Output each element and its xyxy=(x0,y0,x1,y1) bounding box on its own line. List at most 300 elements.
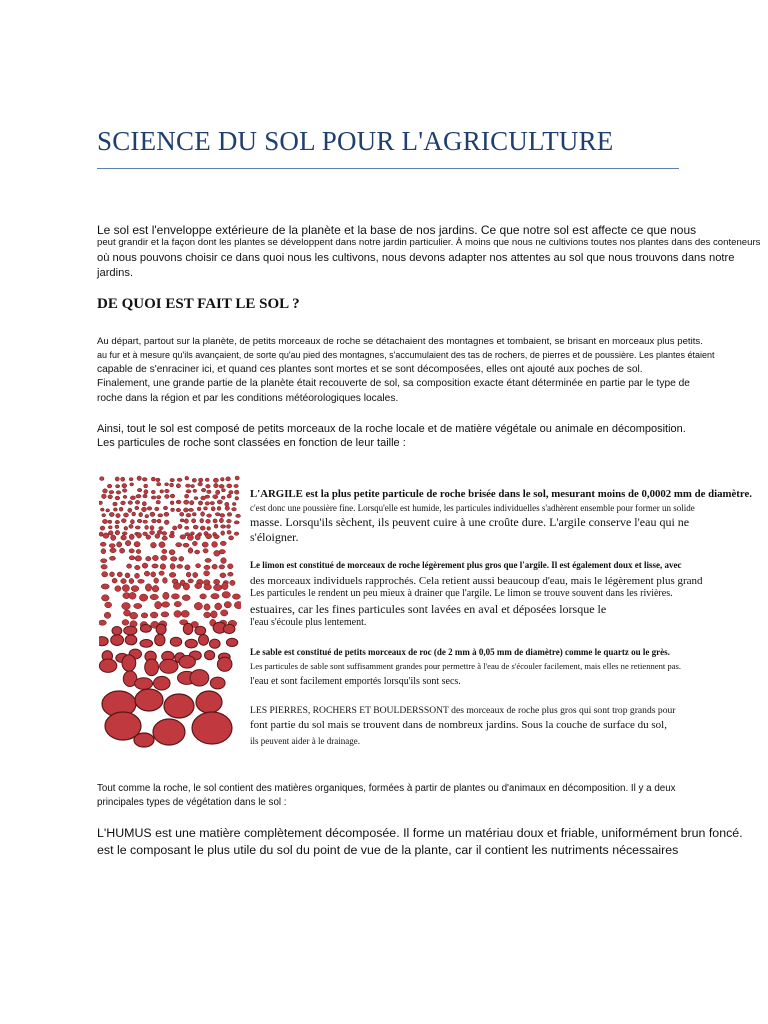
soil-particle xyxy=(115,586,121,592)
soil-particle xyxy=(165,483,169,486)
soil-particle xyxy=(109,556,115,560)
soil-particle xyxy=(125,635,137,645)
soil-particle xyxy=(196,564,201,568)
soil-particle xyxy=(144,571,149,576)
soil-particle xyxy=(195,583,202,589)
soil-particle xyxy=(113,502,117,506)
paragraph-line: L'HUMUS est une matière complètement décomposée. Il forme un matériau doux et friable, uniformément brun foncé. xyxy=(97,826,743,840)
soil-particle xyxy=(112,578,117,583)
paragraph-line: capable de s'enraciner ici, et quand ces plantes sont mortes et se sont décomposées, elles ont ajouté aux poches de sol. xyxy=(97,364,643,375)
clay-line: masse. Lorsqu'ils sèchent, ils peuvent cuire à une croûte dure. L'argile conserve l'eau qui ne xyxy=(250,515,690,529)
soil-particle xyxy=(220,478,224,482)
soil-particle xyxy=(180,519,184,522)
soil-particle xyxy=(145,659,159,676)
soil-particle xyxy=(185,476,189,480)
soil-particle xyxy=(234,602,241,609)
soil-particle xyxy=(151,542,157,548)
soil-particle xyxy=(225,502,229,506)
soil-particle xyxy=(99,532,103,536)
soil-particle xyxy=(110,548,116,553)
soil-particle xyxy=(206,534,212,539)
soil-particle xyxy=(210,502,214,505)
soil-particle xyxy=(190,670,209,686)
soil-particle xyxy=(183,583,189,590)
clay-term: L'ARGILE xyxy=(250,488,303,500)
soil-particle xyxy=(207,490,211,493)
soil-particle xyxy=(194,602,202,609)
soil-particle xyxy=(123,495,127,498)
soil-particle xyxy=(121,535,127,540)
paragraph-line: Finalement, une grande partie de la planète était recouverte de sol, sa composition exacte étant déterminée en partie par le type de xyxy=(97,378,690,389)
soil-particle xyxy=(173,526,177,530)
soil-particle xyxy=(152,564,158,568)
soil-particle xyxy=(212,542,218,548)
soil-particle xyxy=(186,572,191,577)
soil-particle xyxy=(221,610,228,616)
soil-particle xyxy=(121,501,126,505)
boulder-particle xyxy=(164,694,194,718)
clay-line xyxy=(250,488,752,500)
soil-particle xyxy=(122,484,127,488)
soil-particle xyxy=(162,536,167,540)
soil-particle xyxy=(192,541,197,545)
soil-particle xyxy=(227,513,232,517)
soil-particle xyxy=(185,494,189,498)
soil-particle xyxy=(194,497,198,500)
soil-particle xyxy=(192,519,196,523)
soil-particle xyxy=(230,580,235,585)
soil-particle xyxy=(143,494,147,498)
soil-particle xyxy=(164,512,169,516)
soil-particle xyxy=(115,496,120,500)
soil-particle xyxy=(210,639,221,648)
soil-particle xyxy=(135,500,140,504)
soil-particle xyxy=(135,565,141,569)
soil-particle xyxy=(227,525,231,529)
soil-particle xyxy=(214,579,220,584)
soil-particle xyxy=(215,603,222,610)
soil-particle xyxy=(176,543,182,547)
boulder-particle xyxy=(153,719,185,745)
page-title: SCIENCE DU SOL POUR L'AGRICULTURE xyxy=(97,126,614,156)
silt-line: l'eau s'écoule plus lentement. xyxy=(250,617,367,628)
soil-particle xyxy=(184,500,189,504)
soil-particle xyxy=(214,585,222,591)
soil-particle xyxy=(105,602,112,608)
soil-particle xyxy=(200,519,204,523)
soil-particle xyxy=(193,489,197,492)
soil-particle xyxy=(150,594,158,599)
soil-particle xyxy=(178,524,182,528)
soil-particle xyxy=(201,512,205,517)
soil-particle xyxy=(200,526,205,530)
soil-particle xyxy=(142,502,146,506)
soil-particle xyxy=(144,484,148,488)
soil-particle xyxy=(108,520,112,524)
soil-particle xyxy=(156,500,160,504)
soil-particle xyxy=(107,484,112,488)
soil-particle xyxy=(186,490,191,493)
soil-particle xyxy=(180,512,184,516)
soil-particle xyxy=(163,592,169,599)
soil-particle xyxy=(124,526,128,530)
paragraph-line: Tout comme la roche, le sol contient des matières organiques, formées à partir de plantes ou d'animaux en décomposition. Il y a deux xyxy=(97,783,676,794)
soil-particle xyxy=(181,610,189,617)
soil-particle xyxy=(134,542,140,547)
soil-particle xyxy=(116,491,121,494)
soil-particle xyxy=(128,508,132,512)
soil-particle xyxy=(204,565,210,569)
soil-particle xyxy=(213,478,218,482)
soil-particle xyxy=(135,678,153,690)
title-underline xyxy=(97,168,679,169)
soil-particle xyxy=(100,477,104,481)
soil-particle xyxy=(171,594,179,599)
soil-particle xyxy=(155,634,165,646)
soil-particle xyxy=(156,478,160,482)
soil-particle xyxy=(229,536,234,540)
silt-line: Les particules le rendent un peu mieux à drainer que l'argile. Le limon se trouve souvent dans les rivières. xyxy=(250,588,673,599)
soil-particle xyxy=(106,509,110,512)
soil-particle xyxy=(217,657,232,671)
soil-particle xyxy=(234,521,239,524)
soil-particle xyxy=(135,506,139,510)
soil-particle xyxy=(169,550,175,555)
soil-particle xyxy=(139,513,143,517)
soil-particle xyxy=(192,478,196,482)
soil-particle xyxy=(151,477,155,481)
soil-particle xyxy=(124,513,129,517)
soil-particle xyxy=(145,584,151,591)
sand-line: l'eau et sont facilement emportés lorsqu'ils sont secs. xyxy=(250,676,461,687)
soil-particle xyxy=(180,535,186,539)
soil-particle xyxy=(182,595,190,601)
soil-particle xyxy=(184,519,188,524)
section-heading: DE QUOI EST FAIT LE SOL ? xyxy=(97,296,300,312)
soil-particle xyxy=(141,613,148,618)
soil-particle xyxy=(156,624,166,634)
soil-particle xyxy=(171,508,175,512)
soil-particle xyxy=(221,496,225,499)
soil-particle xyxy=(115,477,119,481)
soil-particle xyxy=(198,482,203,486)
soil-particle xyxy=(103,489,108,493)
sand-line: Les particules de sable sont suffisamment grandes pour permettre à l'eau de s'écouler facilement, mais elles ne retiennent pas. xyxy=(250,661,682,671)
soil-particle xyxy=(116,514,121,518)
soil-particle xyxy=(159,527,163,530)
soil-particle xyxy=(159,542,165,548)
soil-particle xyxy=(217,506,221,510)
soil-particle xyxy=(173,583,180,590)
soil-particle xyxy=(179,556,184,561)
soil-particle xyxy=(155,601,162,608)
soil-particle xyxy=(151,572,156,577)
soil-particle xyxy=(137,533,142,539)
soil-particle xyxy=(160,490,164,493)
soil-particle xyxy=(115,525,119,529)
soil-particle xyxy=(115,520,120,524)
stones-line: font partie du sol mais se trouvent dans de nombreux jardins. Sous la couche de surface du sol, xyxy=(250,719,667,731)
soil-particle xyxy=(121,579,127,584)
paragraph-line: Ainsi, tout le sol est composé de petits morceaux de la roche locale et de matière végétale ou animale en décomposition. xyxy=(97,423,686,435)
paragraph-line: est le composant le plus utile du sol du point de vue de la plante, car il contient les nutriments nécessaires xyxy=(97,843,679,857)
soil-particle xyxy=(214,483,219,487)
soil-particle xyxy=(223,624,235,633)
soil-particle xyxy=(122,489,127,493)
soil-particle xyxy=(136,549,141,553)
clay-line: c'est donc une poussière fine. Lorsqu'elle est humide, les particules individuelles s'adhèrent ensemble pour former un solide xyxy=(250,503,695,513)
boulder-particle xyxy=(134,733,154,747)
soil-particle xyxy=(220,541,226,545)
soil-particle xyxy=(214,535,220,539)
soil-particle xyxy=(203,549,208,553)
soil-particle xyxy=(109,544,115,548)
silt-line: des morceaux individuels rapprochés. Cela retient aussi beaucoup d'eau, mais le légèrement plus grand xyxy=(250,575,703,587)
soil-particle xyxy=(229,491,233,495)
soil-particle xyxy=(140,640,153,648)
soil-particle xyxy=(220,573,226,578)
soil-particle xyxy=(101,584,109,589)
soil-particle xyxy=(193,525,198,529)
soil-particle xyxy=(177,564,183,568)
soil-particle xyxy=(217,500,222,504)
soil-particle xyxy=(220,514,225,518)
soil-particle xyxy=(219,484,224,488)
soil-particle xyxy=(161,555,167,560)
soil-particle xyxy=(162,549,167,553)
soil-particle xyxy=(99,501,103,505)
soil-particle xyxy=(227,494,231,498)
soil-particle xyxy=(205,495,210,498)
soil-particle xyxy=(122,585,129,592)
soil-particle xyxy=(101,559,107,563)
soil-particle xyxy=(99,620,106,625)
soil-particle xyxy=(112,627,122,636)
soil-particle xyxy=(236,514,241,517)
soil-particle xyxy=(204,571,210,576)
soil-particle xyxy=(221,531,225,535)
soil-particle xyxy=(221,525,226,528)
soil-particle xyxy=(222,583,228,590)
soil-particle xyxy=(235,476,239,480)
soil-particle xyxy=(150,526,154,530)
soil-particle xyxy=(186,513,191,517)
boulder-particle xyxy=(192,712,232,744)
soil-particle xyxy=(187,535,193,541)
stones-line: ils peuvent aider à le drainage. xyxy=(250,736,360,746)
soil-particle xyxy=(131,586,139,592)
soil-particle xyxy=(165,489,170,493)
soil-particle xyxy=(192,513,196,517)
soil-particle xyxy=(130,612,138,619)
soil-particle xyxy=(152,585,159,592)
soil-particles-illustration xyxy=(99,474,241,748)
intro-line: où nous pouvons choisir ce dans quoi nous les cultivons, nous devons adapter nos attentes au sol que nous trouvons dans notre xyxy=(97,252,735,264)
soil-particle xyxy=(197,507,201,511)
soil-particle xyxy=(143,520,148,523)
soil-particle xyxy=(227,530,231,534)
soil-particle xyxy=(160,659,178,673)
silt-line: Le limon est constitué de morceaux de roche légèrement plus gros que l'argile. Il est également doux et lisse, avec xyxy=(250,560,682,570)
soil-particle xyxy=(205,651,215,660)
soil-particle xyxy=(170,478,174,481)
soil-particle xyxy=(202,542,208,547)
soil-particle xyxy=(234,532,239,535)
soil-particle xyxy=(195,626,206,635)
soil-particle xyxy=(129,524,133,528)
soil-particle xyxy=(129,534,134,540)
paragraph-line: roche dans la région et par les conditions météorologiques locales. xyxy=(97,393,399,404)
soil-particle xyxy=(174,601,181,606)
intro-line: peut grandir et la façon dont les plantes se développent dans notre jardin particulier. À moins que nous ne cultivions toutes nos plantes dans des conteneurs xyxy=(97,237,761,248)
soil-particle xyxy=(216,490,220,495)
soil-particle xyxy=(101,549,106,554)
soil-particle xyxy=(155,507,159,511)
sand-line: Le sable est constitué de petits morceaux de roc (de 2 mm à 0,05 mm de diamètre) comme le quartz ou le grès. xyxy=(250,647,670,657)
soil-particle xyxy=(205,558,211,562)
soil-particle xyxy=(146,556,151,561)
soil-particle xyxy=(129,556,135,560)
soil-particle xyxy=(228,572,234,576)
soil-particle xyxy=(103,533,109,538)
soil-particle xyxy=(145,525,149,529)
soil-particle xyxy=(219,550,225,554)
soil-particle xyxy=(170,501,174,505)
soil-particle xyxy=(219,518,223,523)
soil-particle xyxy=(115,530,120,535)
soil-particle xyxy=(169,534,174,538)
soil-particle xyxy=(165,495,170,499)
soil-particle xyxy=(232,502,236,505)
soil-particle xyxy=(99,659,116,672)
soil-particle xyxy=(128,501,133,505)
soil-particle xyxy=(140,625,151,633)
soil-particle xyxy=(102,572,108,577)
soil-particle xyxy=(184,508,189,512)
soil-particle xyxy=(234,490,239,494)
soil-particle xyxy=(185,526,189,529)
soil-particle xyxy=(109,512,114,516)
soil-particle xyxy=(211,507,215,511)
soil-particle xyxy=(193,572,198,577)
soil-particle xyxy=(122,603,131,610)
soil-particle xyxy=(138,579,145,583)
soil-particle xyxy=(205,502,210,506)
soil-particle xyxy=(101,565,107,570)
soil-particle xyxy=(183,543,189,547)
soil-particle xyxy=(235,497,239,501)
silt-line: estuaires, car les fines particules sont lavées en aval et déposées lorsque le xyxy=(250,602,607,616)
soil-particle xyxy=(190,501,194,505)
stones-term: LES PIERRES, ROCHERS ET BOULDERSSONT xyxy=(250,705,449,716)
soil-particle xyxy=(154,676,171,690)
soil-particle xyxy=(204,584,212,590)
soil-particle xyxy=(214,524,218,528)
soil-particle xyxy=(108,526,112,529)
paragraph-line: au fur et à mesure qu'ils avançaient, de sorte qu'au pied des montagnes, s'accumulaient des tas de rochers, de pierres et de poussière. Les plantes étaient xyxy=(97,350,715,360)
paragraph-line: Les particules de roche sont classées en fonction de leur taille : xyxy=(97,437,406,449)
soil-particle xyxy=(205,478,209,481)
soil-particle xyxy=(102,595,110,601)
soil-particle xyxy=(136,494,141,498)
soil-particle xyxy=(213,495,218,499)
soil-particle xyxy=(207,527,211,531)
soil-particle xyxy=(121,519,126,523)
soil-particle xyxy=(199,478,203,482)
soil-particle xyxy=(191,485,195,488)
boulder-particle xyxy=(135,689,163,711)
soil-particle xyxy=(211,594,219,599)
soil-particle xyxy=(125,540,131,545)
soil-particle xyxy=(130,520,134,524)
soil-particle xyxy=(111,635,124,646)
soil-particle xyxy=(113,508,117,511)
soil-particle xyxy=(221,489,225,492)
soil-particle xyxy=(170,483,174,487)
paragraph-line: principales types de végétation dans le sol : xyxy=(97,797,287,808)
soil-particle xyxy=(100,526,105,530)
soil-particle xyxy=(157,496,161,499)
soil-particle xyxy=(100,508,104,511)
soil-particle xyxy=(227,519,232,523)
soil-particle xyxy=(204,612,211,618)
soil-particle xyxy=(147,507,152,511)
soil-particle xyxy=(234,484,238,487)
soil-particle xyxy=(170,564,175,570)
soil-particle xyxy=(204,507,208,510)
soil-particle xyxy=(169,572,176,577)
soil-particle xyxy=(170,557,177,562)
soil-particle xyxy=(199,635,209,646)
soil-particle xyxy=(206,484,211,488)
soil-particle xyxy=(137,488,141,491)
soil-particle xyxy=(185,565,190,570)
soil-particle xyxy=(108,495,113,499)
soil-particle xyxy=(151,490,155,494)
soil-particle xyxy=(226,477,231,481)
soil-particle xyxy=(224,602,231,608)
soil-particle xyxy=(122,532,127,535)
soil-particle xyxy=(226,638,237,646)
soil-particle xyxy=(146,535,151,539)
soil-particle xyxy=(150,531,155,535)
soil-particle xyxy=(121,477,125,481)
soil-particle xyxy=(129,549,134,553)
soil-particle xyxy=(221,558,227,564)
soil-particle xyxy=(135,556,142,561)
soil-particle xyxy=(125,573,130,578)
soil-particle xyxy=(130,496,135,500)
soil-particle xyxy=(134,603,142,608)
soil-particle xyxy=(211,611,218,618)
soil-particle xyxy=(219,565,225,569)
soil-particle xyxy=(124,610,131,616)
soil-particle xyxy=(122,620,129,626)
stones-line xyxy=(250,705,676,716)
soil-particle xyxy=(170,494,174,498)
soil-particle xyxy=(127,564,132,568)
soil-particle xyxy=(111,535,116,541)
soil-particle xyxy=(157,519,161,523)
soil-particle xyxy=(232,508,237,511)
soil-particle xyxy=(159,571,164,575)
soil-particle xyxy=(110,572,115,577)
soil-particle xyxy=(129,592,136,599)
soil-particle xyxy=(170,637,181,646)
soil-particle xyxy=(154,578,159,583)
soil-particle xyxy=(139,594,147,601)
soil-particle xyxy=(102,494,107,499)
